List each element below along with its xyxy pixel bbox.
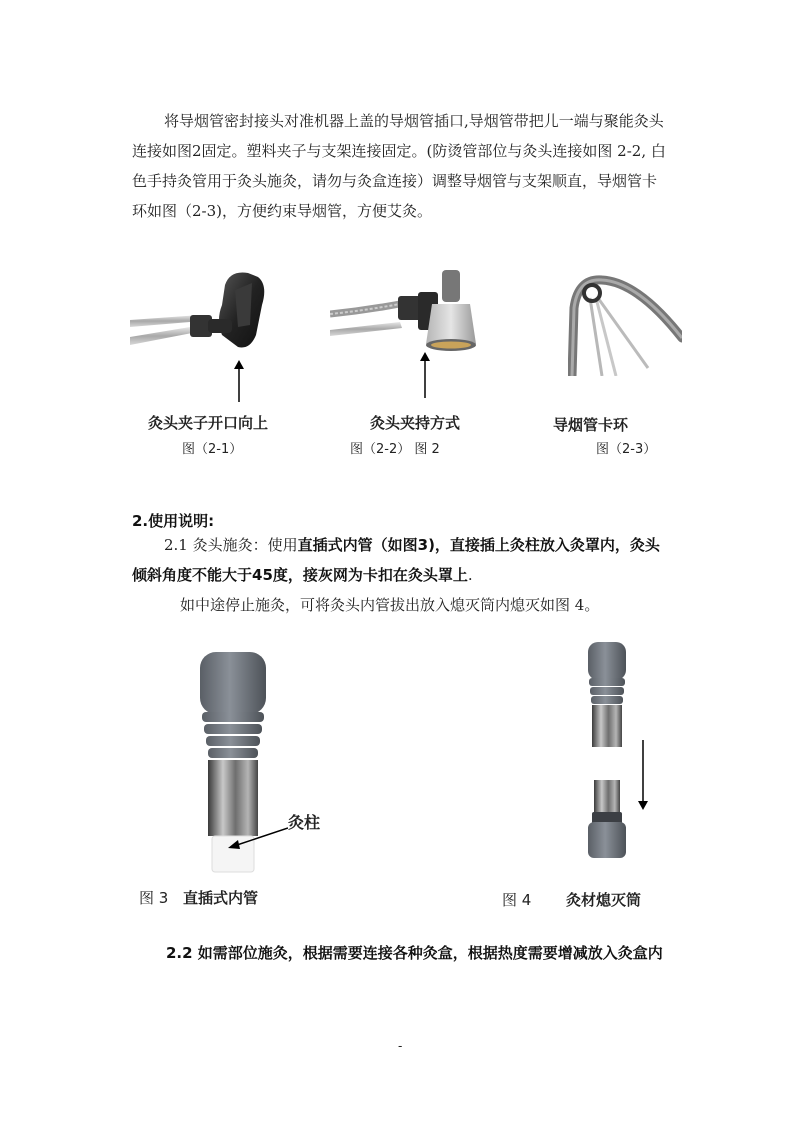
- intro-line-1: 将导烟管密封接头对准机器上盖的导烟管插口,导烟管带把儿一端与聚能灸头: [164, 112, 664, 130]
- intro-line-3: 色手持灸管用于灸头施灸，请勿与灸盒连接）调整导烟管与支架顺直，导烟管卡: [132, 172, 658, 190]
- figure-2-1-subcaption: 图（2-1）: [182, 442, 243, 457]
- figure-2-1-caption: 灸头夹子开口向上: [148, 414, 269, 432]
- section-2-heading: 2.使用说明:: [132, 512, 215, 530]
- intro-line-2: 连接如图2固定。塑料夹子与支架连接固定。(防烫管部位与灸头连接如图 2-2, 白: [132, 142, 666, 160]
- section-2-1-prefix: 2.1 灸头施灸：使用: [164, 536, 298, 554]
- section-2-1-bold-2: 倾斜角度不能大于45度，接灰网为卡扣在灸头罩上: [132, 566, 468, 584]
- figure-4-caption-number: 图 4: [502, 891, 532, 909]
- figure-2-1-image: [130, 265, 280, 360]
- figure-3-caption-text: 直插式内管: [183, 889, 259, 907]
- page-number: -: [398, 1038, 403, 1053]
- figure-2-2-subcaption: 图（2-2） 图 2: [350, 442, 440, 457]
- section-2-1-end: .: [467, 566, 473, 584]
- arrow-down-figure-4: [636, 740, 650, 810]
- arrow-to-moxa-stick: [226, 826, 288, 852]
- figure-2-3-image: [568, 268, 682, 376]
- figure-2-2-caption: 灸头夹持方式: [370, 414, 461, 432]
- intro-paragraph: [132, 106, 700, 226]
- arrow-up-2-2: [418, 352, 432, 398]
- figure-4-image: [584, 642, 630, 860]
- section-2-1-paragraph: [132, 530, 700, 620]
- intro-line-4: 环如图（2-3)，方便约束导烟管，方便艾灸。: [132, 202, 433, 220]
- moxa-stick-label: 灸柱: [288, 813, 321, 832]
- figure-2-2-image: [330, 262, 480, 362]
- section-2-1-stop-note: 如中途停止施灸，可将灸头内管拔出放入熄灭筒内熄灭如图 4。: [180, 596, 600, 614]
- figure-2-3-caption: 导烟管卡环: [553, 416, 629, 434]
- figure-2-3-subcaption: 图（2-3）: [596, 442, 657, 457]
- figure-3-caption-number: 图 3: [139, 889, 169, 907]
- figure-4-caption-text: 灸材熄灭筒: [566, 891, 642, 909]
- arrow-up-2-1: [232, 360, 246, 402]
- section-2-1-bold-1: 直插式内管（如图3)，直接插上灸柱放入灸罩内，灸头: [297, 536, 660, 554]
- section-2-2-text: 2.2 如需部位施灸，根据需要连接各种灸盒，根据热度需要增减放入灸盒内: [166, 944, 663, 962]
